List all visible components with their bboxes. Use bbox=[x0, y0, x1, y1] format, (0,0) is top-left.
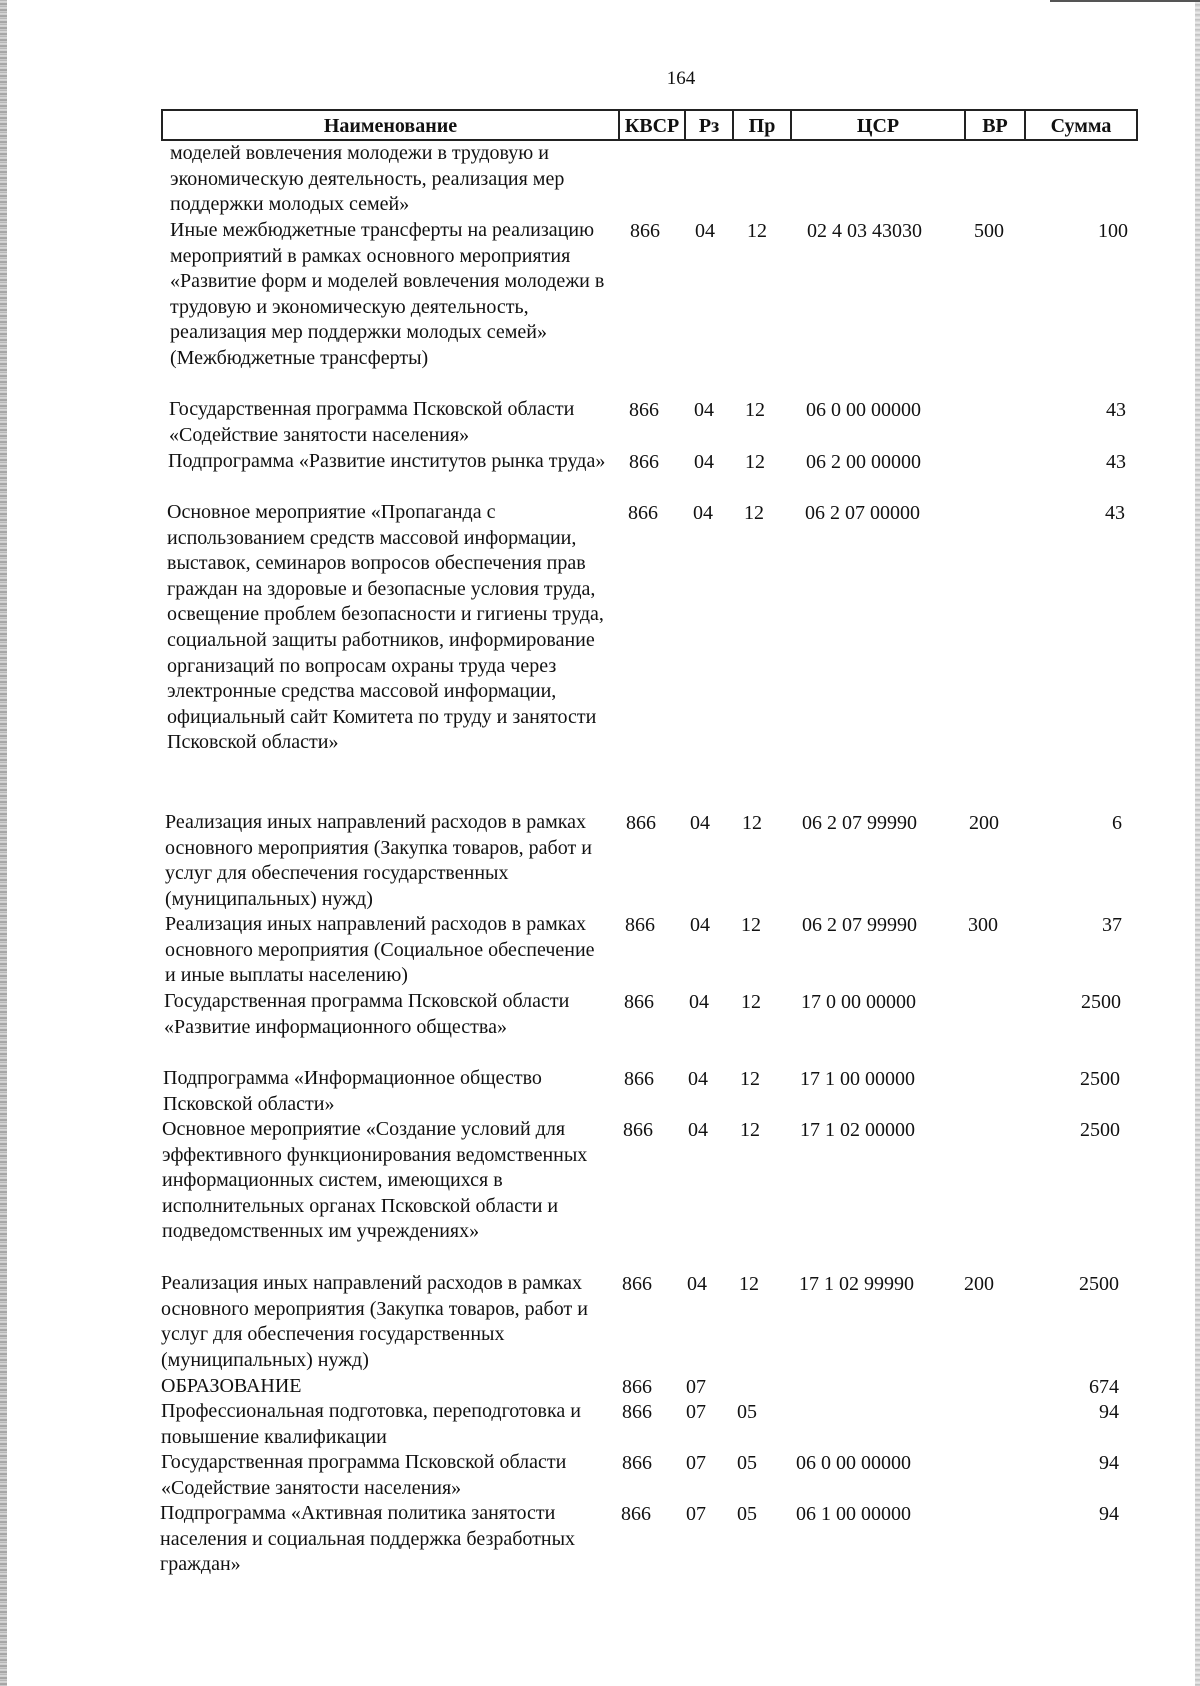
row-csr: 06 2 07 99990 bbox=[802, 914, 917, 936]
row-pr: 12 bbox=[741, 991, 761, 1013]
row-rz: 04 bbox=[688, 1119, 708, 1141]
row-pr: 12 bbox=[740, 1068, 760, 1090]
row-csr: 17 0 00 00000 bbox=[801, 991, 916, 1013]
row-name: Реализация иных направлений расходов в рамках основного мероприятия (Закупка товаров, работ и услуг для обеспечения государственных (муниципальных) нужд) bbox=[165, 811, 592, 910]
row-name: Основное мероприятие «Создание условий для эффективного функционирования ведомственных информационных систем, имеющихся в исполнительных органах Псковской области и подведомственных им учреждениях» bbox=[162, 1118, 588, 1243]
row-kvsr: 866 bbox=[624, 991, 654, 1013]
row-sum: 37 bbox=[1102, 914, 1122, 936]
row-rz: 07 bbox=[686, 1452, 706, 1474]
header-name: Наименование bbox=[161, 111, 618, 139]
row-sum: 2500 bbox=[1081, 991, 1121, 1013]
header-sum: Сумма bbox=[1024, 111, 1138, 139]
row-name: Реализация иных направлений расходов в рамках основного мероприятия (Закупка товаров, работ и услуг для обеспечения государственных (муниципальных) нужд) bbox=[161, 1272, 588, 1371]
row-rz: 07 bbox=[686, 1376, 706, 1398]
row-name: моделей вовлечения молодежи в трудовую и экономическую деятельность, реализация мер поддержки молодых семей» bbox=[170, 142, 565, 216]
row-sum: 43 bbox=[1105, 502, 1125, 524]
row-rz: 07 bbox=[686, 1503, 706, 1525]
row-sum: 100 bbox=[1098, 220, 1128, 242]
row-name: Государственная программа Псковской области «Развитие информационного общества» bbox=[164, 990, 570, 1038]
row-name: Подпрограмма «Активная политика занятости населения и социальная поддержка безработных граждан» bbox=[160, 1502, 576, 1576]
row-kvsr: 866 bbox=[624, 1068, 654, 1090]
row-name: Подпрограмма «Информационное общество Псковской области» bbox=[163, 1067, 542, 1115]
row-rz: 04 bbox=[694, 399, 714, 421]
row-csr: 06 2 00 00000 bbox=[806, 451, 921, 473]
row-kvsr: 866 bbox=[625, 914, 655, 936]
row-csr: 17 1 00 00000 bbox=[800, 1068, 915, 1090]
row-kvsr: 866 bbox=[622, 1401, 652, 1423]
row-vr: 200 bbox=[969, 812, 999, 834]
scan-edge-top bbox=[1050, 0, 1200, 2]
scan-edge-right bbox=[1195, 0, 1200, 1686]
row-sum: 94 bbox=[1099, 1401, 1119, 1423]
row-name: Основное мероприятие «Пропаганда с использованием средств массовой информации, выставок, семинаров вопросов обеспечения прав граждан на здоровые и безопасные условия труда, освещение проблем безопасности и гигиены труда, социальной защиты работников, информирование организаций по вопросам охраны труда через электронные средства массовой информации, официальный сайт Комитета по труду и занятости Псковской области» bbox=[167, 501, 604, 754]
row-kvsr: 866 bbox=[621, 1503, 651, 1525]
row-pr: 12 bbox=[745, 399, 765, 421]
row-pr: 12 bbox=[742, 812, 762, 834]
row-vr: 300 bbox=[968, 914, 998, 936]
scan-edge-left bbox=[0, 0, 7, 1686]
row-rz: 04 bbox=[690, 914, 710, 936]
row-kvsr: 866 bbox=[630, 220, 660, 242]
row-sum: 43 bbox=[1106, 399, 1126, 421]
row-csr: 06 2 07 00000 bbox=[805, 502, 920, 524]
row-sum: 43 bbox=[1106, 451, 1126, 473]
row-kvsr: 866 bbox=[622, 1452, 652, 1474]
row-rz: 04 bbox=[694, 451, 714, 473]
row-csr: 06 0 00 00000 bbox=[796, 1452, 911, 1474]
row-pr: 12 bbox=[744, 502, 764, 524]
header-kvsr: КВСР bbox=[618, 111, 684, 139]
row-rz: 04 bbox=[693, 502, 713, 524]
row-csr: 17 1 02 00000 bbox=[800, 1119, 915, 1141]
row-sum: 94 bbox=[1099, 1503, 1119, 1525]
row-kvsr: 866 bbox=[623, 1119, 653, 1141]
row-kvsr: 866 bbox=[622, 1376, 652, 1398]
row-pr: 12 bbox=[747, 220, 767, 242]
row-pr: 12 bbox=[740, 1119, 760, 1141]
page-number: 164 bbox=[666, 68, 696, 89]
row-pr: 12 bbox=[745, 451, 765, 473]
row-kvsr: 866 bbox=[626, 812, 656, 834]
row-pr: 12 bbox=[739, 1273, 759, 1295]
row-csr: 06 0 00 00000 bbox=[806, 399, 921, 421]
row-name: Профессиональная подготовка, переподготовка и повышение квалификации bbox=[161, 1400, 581, 1448]
row-csr: 06 1 00 00000 bbox=[796, 1503, 911, 1525]
row-sum: 2500 bbox=[1080, 1119, 1120, 1141]
row-kvsr: 866 bbox=[629, 451, 659, 473]
header-vr: ВР bbox=[964, 111, 1024, 139]
table-header bbox=[161, 109, 1138, 141]
row-rz: 04 bbox=[687, 1273, 707, 1295]
row-csr: 17 1 02 99990 bbox=[799, 1273, 914, 1295]
row-sum: 2500 bbox=[1080, 1068, 1120, 1090]
row-vr: 500 bbox=[974, 220, 1004, 242]
row-pr: 05 bbox=[737, 1452, 757, 1474]
header-csr: ЦСР bbox=[790, 111, 964, 139]
header-rz: Рз bbox=[684, 111, 732, 139]
row-kvsr: 866 bbox=[628, 502, 658, 524]
row-kvsr: 866 bbox=[629, 399, 659, 421]
row-sum: 94 bbox=[1099, 1452, 1119, 1474]
row-csr: 02 4 03 43030 bbox=[807, 220, 922, 242]
row-sum: 674 bbox=[1089, 1376, 1119, 1398]
row-name: Реализация иных направлений расходов в рамках основного мероприятия (Социальное обеспечение и иные выплаты населению) bbox=[165, 913, 595, 987]
row-pr: 12 bbox=[741, 914, 761, 936]
row-name: ОБРАЗОВАНИЕ bbox=[161, 1375, 302, 1397]
row-name: Подпрограмма «Развитие институтов рынка труда» bbox=[168, 450, 606, 472]
header-pr: Пр bbox=[732, 111, 790, 139]
row-name: Иные межбюджетные трансферты на реализацию мероприятий в рамках основного мероприятия «Развитие форм и моделей вовлечения молодежи в трудовую и экономическую деятельность, реализация мер поддержки молодых семей» (Межбюджетные трансферты) bbox=[170, 219, 605, 369]
row-rz: 07 bbox=[686, 1401, 706, 1423]
row-pr: 05 bbox=[737, 1503, 757, 1525]
row-pr: 05 bbox=[737, 1401, 757, 1423]
row-csr: 06 2 07 99990 bbox=[802, 812, 917, 834]
row-rz: 04 bbox=[689, 991, 709, 1013]
row-rz: 04 bbox=[695, 220, 715, 242]
row-rz: 04 bbox=[690, 812, 710, 834]
row-vr: 200 bbox=[964, 1273, 994, 1295]
row-name: Государственная программа Псковской области «Содействие занятости населения» bbox=[161, 1451, 567, 1499]
row-name: Государственная программа Псковской области «Содействие занятости населения» bbox=[169, 398, 575, 446]
row-rz: 04 bbox=[688, 1068, 708, 1090]
row-sum: 6 bbox=[1112, 812, 1122, 834]
row-kvsr: 866 bbox=[622, 1273, 652, 1295]
row-sum: 2500 bbox=[1079, 1273, 1119, 1295]
